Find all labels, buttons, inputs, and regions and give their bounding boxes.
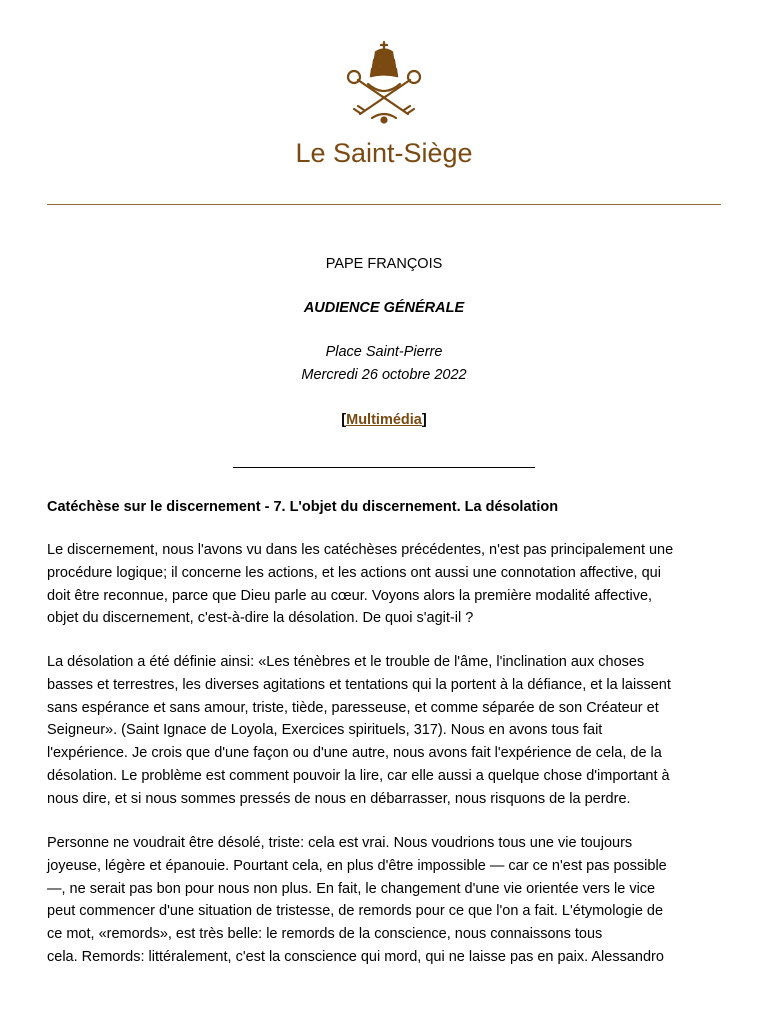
section-separator [233, 467, 535, 468]
author-line: PAPE FRANÇOIS [325, 256, 443, 272]
site-header [0, 0, 768, 210]
paragraph-line: basses et terrestres, les diverses agitations et tentations qui la portent à la défiance, et la laissent [47, 676, 671, 693]
paragraph-line: Personne ne voudrait être désolé, triste: cela est vrai. Nous voudrions tous une vie toujours [47, 835, 633, 851]
paragraph-line: désolation. Le problème est comment pouvoir la lire, car elle aussi a quelque chose d'important à [47, 767, 670, 784]
paragraph-line: Seigneur». (Saint Ignace de Loyola, Exercices spirituels, 317). Nous en avons tous fait [47, 722, 603, 739]
papal-keys-tiara-emblem-icon [338, 40, 430, 124]
paragraph-1 [47, 539, 727, 630]
paragraph-line: ce mot, «remords», est très belle: le remords de la conscience, nous connaissons tous [47, 926, 603, 943]
multimedia-link[interactable]: Multimédia [346, 412, 422, 428]
event-title: AUDIENCE GÉNÉRALE [303, 300, 465, 316]
multimedia-bracket-close: ] [421, 412, 427, 428]
paragraph-line: —, ne serait pas bon pour nous non plus. En fait, le changement d'une vie orientée vers le vice [47, 880, 656, 897]
paragraph-2 [47, 651, 727, 811]
paragraph-line: cela. Remords: littéralement, c'est la conscience qui mord, qui ne laisse pas en paix. Alessandro [47, 948, 664, 965]
catechesis-title: Catéchèse sur le discernement - 7. L'objet du discernement. La désolation [47, 499, 559, 515]
paragraph-line: doit être reconnue, parce que Dieu parle au cœur. Voyons alors la première modalité affective, [47, 587, 653, 604]
paragraph-line: sans espérance et sans amour, triste, tiède, paresseuse, et comme séparée de son Créateur et [47, 699, 659, 716]
multimedia-bracket-open: [ [341, 412, 347, 428]
site-title[interactable]: Le Saint-Siège [295, 138, 473, 168]
paragraph-line: l'expérience. Je crois que d'une façon ou d'une autre, nous avons fait l'expérience de cela, de la [47, 745, 662, 762]
multimedia-line [0, 411, 768, 429]
paragraph-line: joyeuse, légère et épanouie. Pourtant cela, en plus d'être impossible — car ce n'est pas possible [47, 857, 667, 874]
paragraph-line: nous dire, et si nous sommes pressés de nous en débarrasser, nous risquons de la perdre. [47, 790, 631, 807]
paragraph-line: La désolation a été définie ainsi: «Les ténèbres et le trouble de l'âme, l'inclination aux choses [47, 654, 645, 670]
paragraph-line: Le discernement, nous l'avons vu dans les catéchèses précédentes, n'est pas principalement une [47, 542, 674, 558]
paragraph-3 [47, 832, 727, 969]
event-place: Place Saint-Pierre [325, 344, 443, 360]
paragraph-line: peut commencer d'une situation de tristesse, de remords pour ce que l'on a fait. L'étymologie de [47, 903, 664, 920]
paragraph-line: procédure logique; il concerne les actions, et les actions ont aussi une connotation affective, qui [47, 564, 661, 581]
event-date: Mercredi 26 octobre 2022 [301, 367, 467, 383]
paragraph-line: objet du discernement, c'est-à-dire la désolation. De quoi s'agit-il ? [47, 610, 474, 627]
header-divider [47, 204, 721, 205]
